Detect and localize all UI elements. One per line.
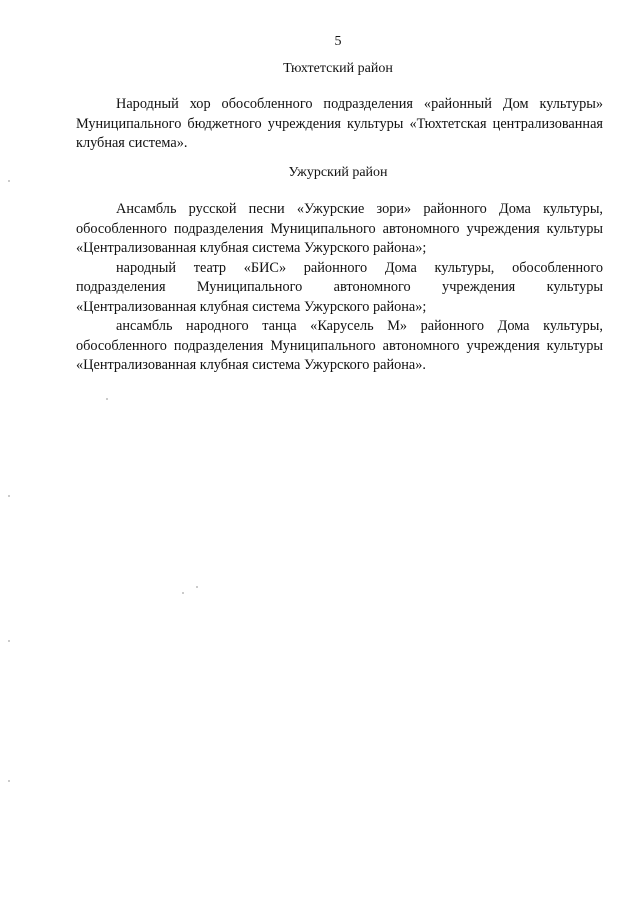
scan-speck (196, 586, 198, 588)
scan-speck (8, 780, 10, 782)
section-heading-tyukhtet: Тюхтетский район (283, 61, 393, 76)
paragraph: Ансамбль русской песни «Ужурские зори» районного Дома культуры, обособленного подразделения Муниципального автономного учреждения культуры «Централизованная клубная система Ужурского района»; (76, 201, 603, 256)
section-body-uzhur (76, 200, 603, 376)
scan-speck (8, 180, 10, 182)
section-heading-uzhur: Ужурский район (288, 165, 388, 180)
page-number: 5 (334, 34, 342, 49)
scan-speck (106, 398, 108, 400)
scan-speck (182, 592, 184, 594)
section-body-tyukhtet (76, 95, 603, 154)
paragraph: ансамбль народного танца «Карусель М» районного Дома культуры, обособленного подразделения Муниципального автономного учреждения культуры «Централизованная клубная система Ужурского района». (76, 318, 603, 373)
paragraph: Народный хор обособленного подразделения «районный Дом культуры» Муниципального бюджетного учреждения культуры «Тюхтетская централизованная клубная система». (76, 96, 603, 151)
scan-speck (8, 495, 10, 497)
scan-speck (8, 640, 10, 642)
paragraph: народный театр «БИС» районного Дома культуры, обособленного подразделения Муниципального автономного учреждения культуры «Централизованная клубная система Ужурского района»; (76, 259, 603, 315)
